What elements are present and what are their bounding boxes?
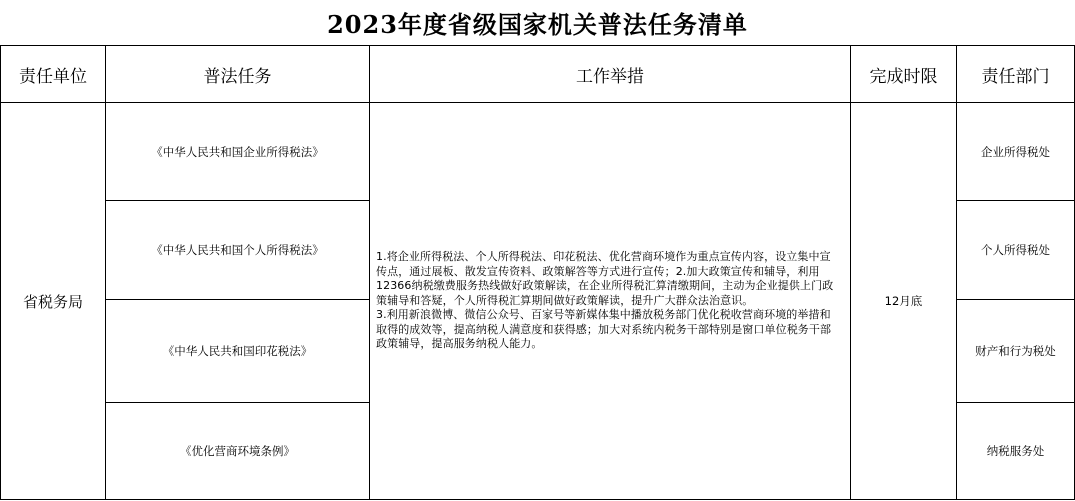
department-item: 财产和行为税处 [957,300,1075,403]
measures-text: 1.将企业所得税法、个人所得税法、印花税法、优化营商环境作为重点宣传内容，设立集中宣传点，通过展板、散发宣传资料、政策解答等方式进行宣传；2.加大政策宣传和辅导，利用12366纳税缴费服务热线做好政策解读，在企业所得税汇算清缴期间，主动为企业提供上门政策辅导和答疑，个人所得税汇算期间做好政策解读，提升广大群众法治意识。 3.利用新浪微博、微信公众号、百家号等新媒体集中播放税务部门优化税收营商环境的举措和取得的成效等，提高纳税人满意度和获得感；加大对系统内税务干部特别是窗口单位税务干部政策辅导，提高服务纳税人能力。 [376,250,834,351]
header-unit: 责任单位 [0,46,106,103]
measures-cell [370,103,851,500]
page-title: 2023年度省级国家机关普法任务清单 [0,0,1075,46]
task-item: 《中华人民共和国印花税法》 [106,300,370,403]
header-task: 普法任务 [106,46,370,103]
responsible-unit: 省税务局 [0,103,106,500]
task-item: 《中华人民共和国个人所得税法》 [106,201,370,300]
deadline-cell: 12月底 [851,103,957,500]
header-measures: 工作举措 [370,46,851,103]
department-item: 个人所得税处 [957,201,1075,300]
header-department: 责任部门 [957,46,1075,103]
task-table [0,46,1075,501]
department-item: 纳税服务处 [957,403,1075,500]
task-item: 《优化营商环境条例》 [106,403,370,500]
task-item: 《中华人民共和国企业所得税法》 [106,103,370,201]
department-item: 企业所得税处 [957,103,1075,201]
header-deadline: 完成时限 [851,46,957,103]
